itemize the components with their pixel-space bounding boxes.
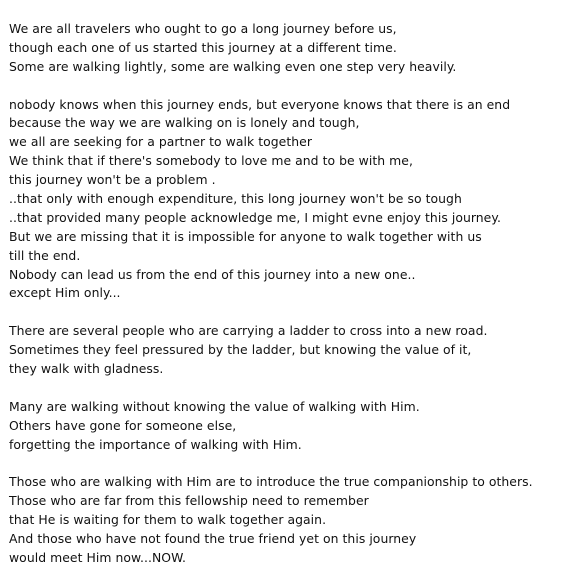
poem-line: We are all travelers who ought to go a long journey before us, xyxy=(9,21,397,36)
poem-line: nobody knows when this journey ends, but everyone knows that there is an end xyxy=(9,96,511,112)
poem-line: But we are missing that it is impossible for anyone to walk together with us xyxy=(9,228,482,244)
poem-line: because the way we are walking on is lonely and tough, xyxy=(9,115,360,131)
poem-line: till the end. xyxy=(9,247,81,263)
poem-line: Nobody can lead us from the end of this journey into a new one.. xyxy=(9,266,416,282)
poem-line: Some are walking lightly, some are walking even one step very heavily. xyxy=(9,58,457,74)
poem-line: Those who are walking with Him are to introduce the true companionship to others. xyxy=(9,474,533,490)
poem-line: Those who are far from this fellowship need to remember xyxy=(9,493,369,509)
poem-line: they walk with gladness. xyxy=(9,361,164,377)
poem-line: There are several people who are carrying a ladder to cross into a new road. xyxy=(9,323,488,339)
poem-line: We think that if there's somebody to love me and to be with me, xyxy=(9,153,413,169)
poem-line: And those who have not found the true friend yet on this journey xyxy=(9,531,417,547)
stanza-5 xyxy=(9,473,565,567)
poem-line: Others have gone for someone else, xyxy=(9,417,237,433)
poem-text xyxy=(9,20,565,587)
poem-line: except Him only... xyxy=(9,285,121,301)
stanza-2 xyxy=(9,96,565,304)
poem-line: ..that only with enough expenditure, this long journey won't be so tough xyxy=(9,191,462,207)
stanza-4 xyxy=(9,398,565,455)
poem-line: we all are seeking for a partner to walk together xyxy=(9,134,312,150)
poem-line: though each one of us started this journey at a different time. xyxy=(9,39,397,55)
poem-line: that He is waiting for them to walk together again. xyxy=(9,512,327,528)
poem-line: would meet Him now...NOW. xyxy=(9,549,186,565)
poem-line: forgetting the importance of walking with Him. xyxy=(9,436,302,452)
stanza-3 xyxy=(9,322,565,379)
poem-line: Many are walking without knowing the value of walking with Him. xyxy=(9,398,420,414)
poem-line: ..that provided many people acknowledge me, I might evne enjoy this journey. xyxy=(9,209,501,225)
poem-line: Sometimes they feel pressured by the ladder, but knowing the value of it, xyxy=(9,342,472,358)
stanza-1 xyxy=(9,20,565,77)
poem-line: this journey won't be a problem . xyxy=(9,172,216,188)
